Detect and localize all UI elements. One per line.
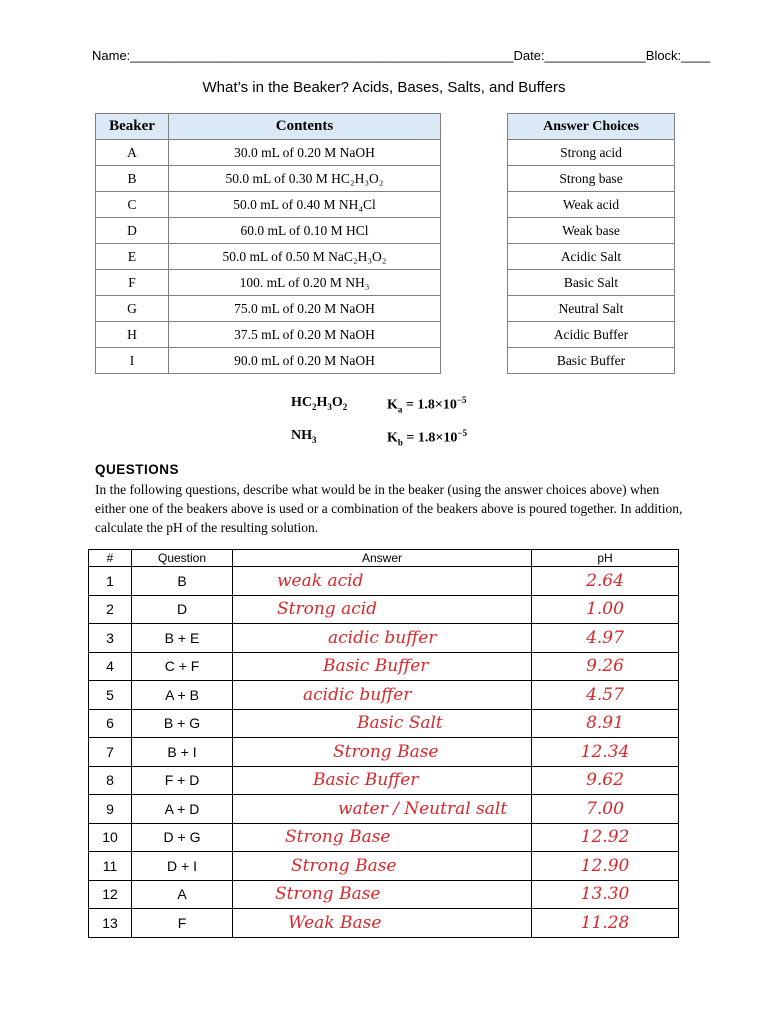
acid-ka: $K_a = 1.8\times 10^{-5}$ (387, 395, 467, 415)
beaker-table (95, 113, 441, 374)
beaker-contents: 50.0 mL of 0.40 M NH₄Cl (169, 192, 441, 218)
ph-cell (532, 681, 679, 710)
beaker-contents: 50.0 mL of 0.30 M HC₂H₃O₂ (169, 166, 441, 192)
beaker-label: G (96, 296, 169, 322)
question-number: 11 (89, 852, 132, 881)
question-row (89, 652, 679, 681)
number-column-header: # (89, 550, 132, 567)
question-number: 12 (89, 880, 132, 909)
contents-column-header: Contents (169, 114, 441, 140)
handwritten-answer: Strong Base (333, 741, 439, 762)
answer-choice-row (508, 296, 675, 322)
handwritten-ph: 8.91 (586, 713, 624, 734)
answer-cell (233, 681, 532, 710)
question-beakers: A + D (132, 795, 233, 824)
answer-choice-row (508, 192, 675, 218)
answer-cell (233, 766, 532, 795)
handwritten-answer: Basic Buffer (313, 770, 419, 791)
beaker-label: B (96, 166, 169, 192)
ph-cell (532, 880, 679, 909)
answer-choice: Strong acid (508, 140, 675, 166)
questions-instructions: In the following questions, describe what would be in the beaker (using the answer choices above) when either one of the beakers above is used or a combination of the beakers above is poured together. In addition, calculate the pH of the resulting solution. (95, 482, 683, 535)
question-number: 5 (89, 681, 132, 710)
handwritten-answer: weak acid (277, 570, 364, 591)
answer-cell (233, 738, 532, 767)
answer-choice: Weak acid (508, 192, 675, 218)
question-beakers: A (132, 880, 233, 909)
answer-cell (233, 624, 532, 653)
question-number: 9 (89, 795, 132, 824)
question-beakers: D (132, 595, 233, 624)
question-number: 7 (89, 738, 132, 767)
answer-choice-row (508, 218, 675, 244)
base-kb: $K_b = 1.8\times 10^{-5}$ (387, 428, 468, 448)
ph-cell (532, 823, 679, 852)
handwritten-answer: Strong acid (277, 599, 378, 620)
question-row (89, 823, 679, 852)
beaker-label: I (96, 348, 169, 374)
question-beakers: F + D (132, 766, 233, 795)
handwritten-ph: 13.30 (580, 884, 630, 905)
question-number: 13 (89, 909, 132, 938)
base-formula: $NH_3$ (291, 428, 317, 445)
beaker-row (96, 296, 441, 322)
beaker-row (96, 192, 441, 218)
question-beakers: D + G (132, 823, 233, 852)
question-row (89, 595, 679, 624)
beaker-row (96, 218, 441, 244)
question-row (89, 795, 679, 824)
beaker-contents: 100. mL of 0.20 M NH₃ (169, 270, 441, 296)
acid-formula: $HC_2H_3O_2$ (291, 395, 348, 412)
answer-choices-table (507, 113, 675, 374)
beaker-contents: 60.0 mL of 0.10 M HCl (169, 218, 441, 244)
beaker-contents: 90.0 mL of 0.20 M NaOH (169, 348, 441, 374)
answer-choice-row (508, 270, 675, 296)
answer-choice-row (508, 244, 675, 270)
ph-column-header: pH (532, 550, 679, 567)
answer-choice: Weak base (508, 218, 675, 244)
answer-cell (233, 880, 532, 909)
question-column-header: Question (132, 550, 233, 567)
handwritten-answer: acidic buffer (328, 627, 437, 648)
handwritten-answer: Basic Salt (357, 713, 443, 734)
answer-column-header: Answer (233, 550, 532, 567)
beaker-row (96, 140, 441, 166)
question-row (89, 681, 679, 710)
beaker-row (96, 244, 441, 270)
question-beakers: D + I (132, 852, 233, 881)
handwritten-ph: 7.00 (586, 798, 624, 819)
answer-cell (233, 595, 532, 624)
answer-cell (233, 709, 532, 738)
answer-choice: Basic Buffer (508, 348, 675, 374)
answer-choice-row (508, 348, 675, 374)
answer-choice: Acidic Salt (508, 244, 675, 270)
beaker-row (96, 166, 441, 192)
ph-cell (532, 652, 679, 681)
answer-choice: Acidic Buffer (508, 322, 675, 348)
answer-choice: Strong base (508, 166, 675, 192)
ph-cell (532, 567, 679, 596)
answer-cell (233, 909, 532, 938)
question-number: 1 (89, 567, 132, 596)
handwritten-answer: Strong Base (291, 855, 397, 876)
question-row (89, 880, 679, 909)
question-beakers: B (132, 567, 233, 596)
question-beakers: B + G (132, 709, 233, 738)
question-row (89, 567, 679, 596)
question-number: 4 (89, 652, 132, 681)
question-beakers: B + I (132, 738, 233, 767)
question-row (89, 909, 679, 938)
question-number: 3 (89, 624, 132, 653)
answer-cell (233, 852, 532, 881)
handwritten-ph: 12.92 (580, 827, 630, 848)
ph-cell (532, 766, 679, 795)
handwritten-answer: Basic Buffer (323, 656, 429, 677)
handwritten-answer: Strong Base (275, 884, 381, 905)
answer-choice-row (508, 140, 675, 166)
question-number: 6 (89, 709, 132, 738)
question-number: 10 (89, 823, 132, 852)
beaker-contents: 75.0 mL of 0.20 M NaOH (169, 296, 441, 322)
beaker-label: H (96, 322, 169, 348)
question-row (89, 624, 679, 653)
beaker-label: D (96, 218, 169, 244)
handwritten-ph: 9.62 (586, 770, 624, 791)
answer-cell (233, 795, 532, 824)
ph-cell (532, 595, 679, 624)
ph-cell (532, 852, 679, 881)
question-beakers: B + E (132, 624, 233, 653)
answer-cell (233, 652, 532, 681)
question-beakers: A + B (132, 681, 233, 710)
answer-choices-header: Answer Choices (508, 114, 675, 140)
ph-cell (532, 795, 679, 824)
question-number: 2 (89, 595, 132, 624)
questions-table (88, 549, 679, 938)
beaker-label: C (96, 192, 169, 218)
question-number: 8 (89, 766, 132, 795)
answer-cell (233, 823, 532, 852)
handwritten-ph: 1.00 (586, 599, 624, 620)
question-row (89, 766, 679, 795)
question-beakers: F (132, 909, 233, 938)
answer-choice-row (508, 322, 675, 348)
question-row (89, 852, 679, 881)
question-beakers: C + F (132, 652, 233, 681)
answer-choice: Neutral Salt (508, 296, 675, 322)
handwritten-ph: 9.26 (586, 656, 624, 677)
handwritten-ph: 2.64 (586, 570, 624, 591)
questions-heading: QUESTIONS (95, 462, 180, 477)
beaker-row (96, 348, 441, 374)
beaker-label: A (96, 140, 169, 166)
handwritten-answer: Strong Base (285, 827, 391, 848)
handwritten-ph: 12.90 (580, 855, 630, 876)
handwritten-ph: 11.28 (580, 912, 630, 933)
handwritten-ph: 12.34 (580, 741, 630, 762)
answer-choice-row (508, 166, 675, 192)
beaker-contents: 50.0 mL of 0.50 M NaC₂H₃O₂ (169, 244, 441, 270)
beaker-row (96, 322, 441, 348)
worksheet-title: What’s in the Beaker? Acids, Bases, Salts, and Buffers (202, 79, 566, 96)
handwritten-answer: acidic buffer (303, 684, 412, 705)
ph-cell (532, 624, 679, 653)
beaker-label: E (96, 244, 169, 270)
question-row (89, 738, 679, 767)
ph-cell (532, 738, 679, 767)
handwritten-ph: 4.57 (586, 684, 624, 705)
ph-cell (532, 709, 679, 738)
beaker-row (96, 270, 441, 296)
handwritten-answer: Weak Base (288, 912, 382, 933)
ph-cell (532, 909, 679, 938)
beaker-column-header: Beaker (96, 114, 169, 140)
handwritten-answer: water / Neutral salt (338, 798, 508, 819)
beaker-label: F (96, 270, 169, 296)
answer-cell (233, 567, 532, 596)
beaker-contents: 30.0 mL of 0.20 M NaOH (169, 140, 441, 166)
handwritten-ph: 4.97 (586, 627, 624, 648)
answer-choice: Basic Salt (508, 270, 675, 296)
student-info-line: Name:_____________________________________________________Date:______________Block:____ (92, 48, 711, 63)
beaker-contents: 37.5 mL of 0.20 M NaOH (169, 322, 441, 348)
question-row (89, 709, 679, 738)
